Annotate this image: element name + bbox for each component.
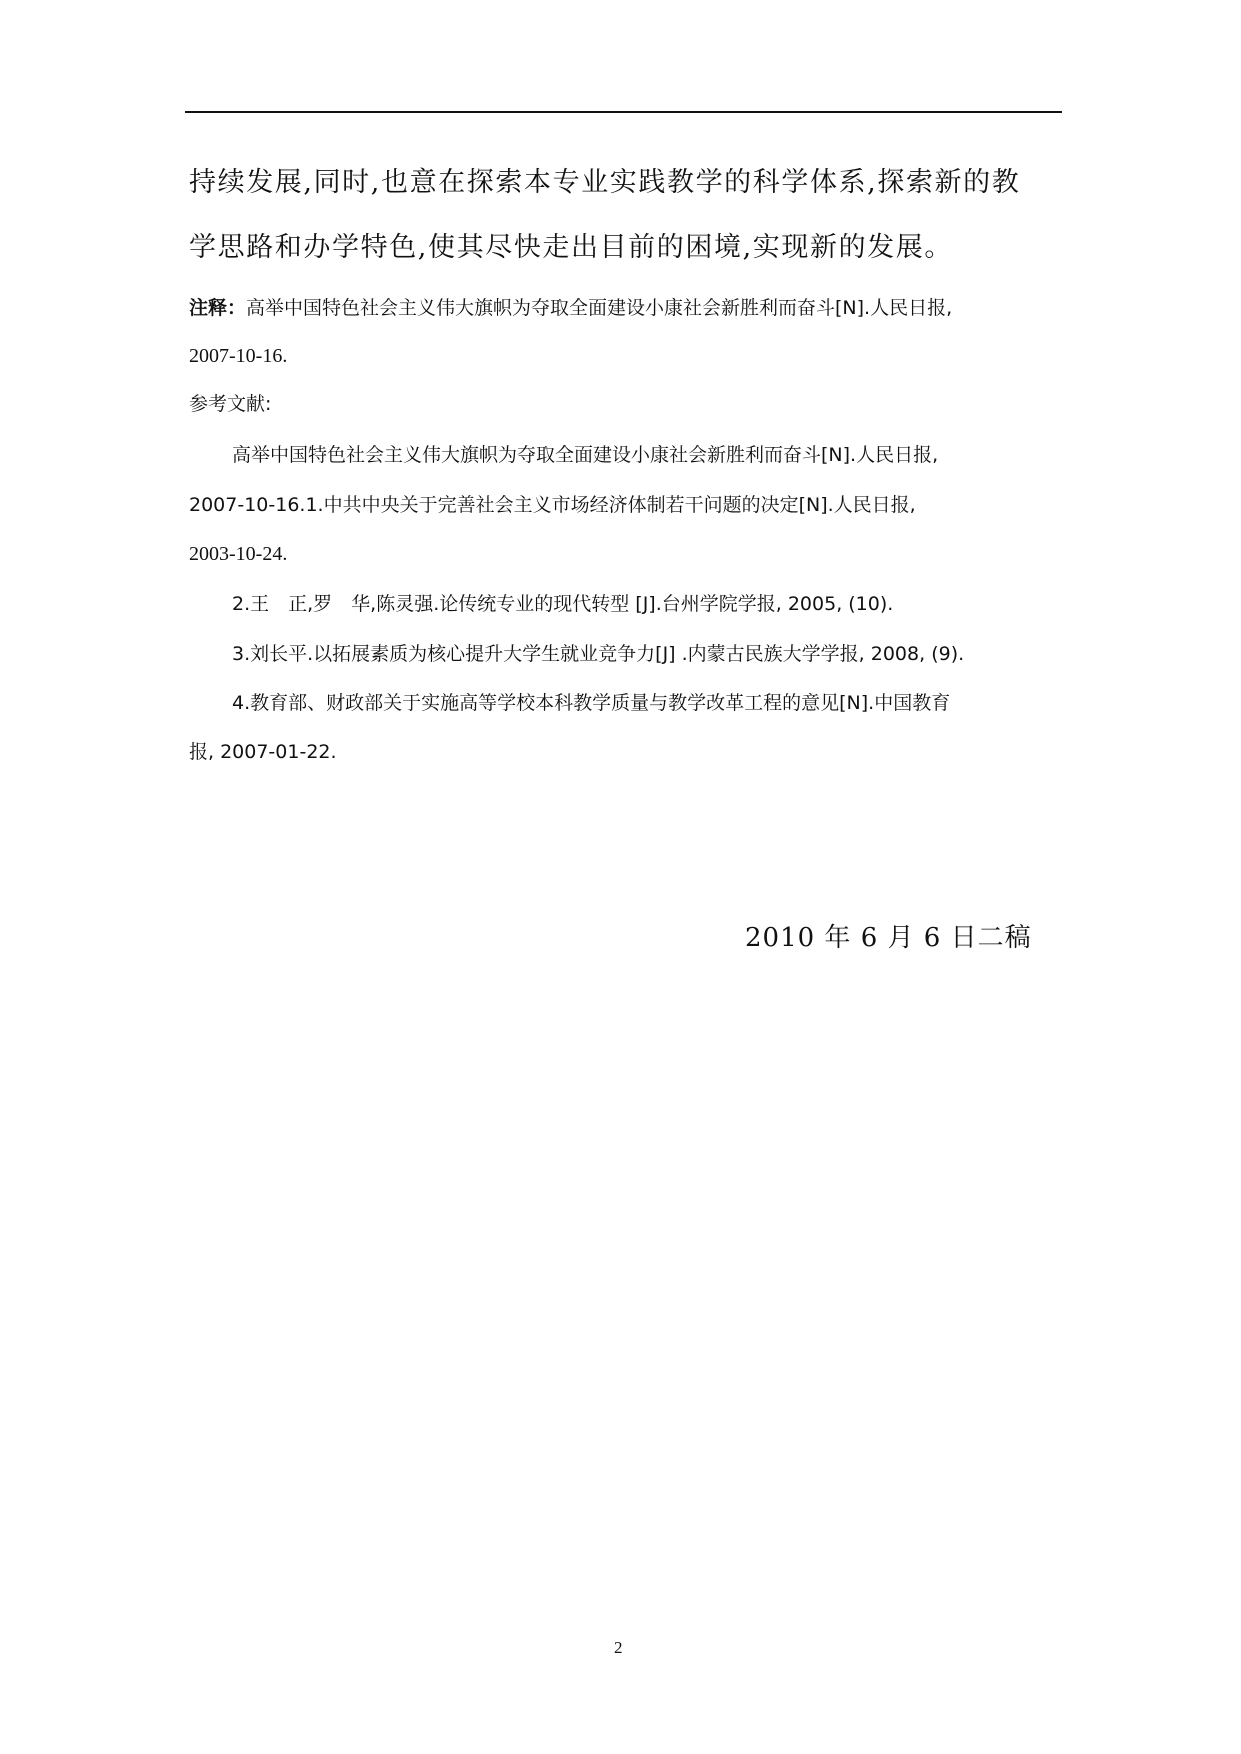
reference-line-4: 2.王 正,罗 华,陈灵强.论传统专业的现代转型 [J].台州学院学报, 2005, (10). bbox=[232, 593, 894, 615]
note-text: 高举中国特色社会主义伟大旗帜为夺取全面建设小康社会新胜利而奋斗[N].人民日报, bbox=[246, 297, 953, 319]
note-date: 2007-10-16. bbox=[189, 345, 288, 367]
body-text-line-2: 学思路和办学特色,使其尽快走出目前的困境,实现新的发展。 bbox=[189, 232, 953, 263]
reference-line-2: 2007-10-16.1.中共中央关于完善社会主义市场经济体制若干问题的决定[N].人民日报, bbox=[189, 494, 916, 516]
reference-line-6: 4.教育部、财政部关于实施高等学校本科教学质量与教学改革工程的意见[N].中国教育 bbox=[232, 692, 951, 714]
reference-line-7: 报, 2007-01-22. bbox=[189, 741, 337, 763]
note-label: 注释： bbox=[189, 297, 247, 319]
reference-line-1: 高举中国特色社会主义伟大旗帜为夺取全面建设小康社会新胜利而奋斗[N].人民日报, bbox=[232, 444, 939, 466]
reference-line-5: 3.刘长平.以拓展素质为核心提升大学生就业竞争力[J] .内蒙古民族大学学报, 2008, (9). bbox=[232, 643, 965, 665]
note-line bbox=[189, 294, 952, 322]
body-text-line-1: 持续发展,同时,也意在探索本专业实践教学的科学体系,探索新的教 bbox=[189, 167, 1021, 198]
reference-line-3: 2003-10-24. bbox=[189, 543, 288, 565]
draft-date: 2010 年 6 月 6 日二稿 bbox=[745, 923, 1032, 953]
references-heading: 参考文献: bbox=[189, 393, 272, 415]
page-number: 2 bbox=[614, 1638, 623, 1657]
header-rule bbox=[185, 111, 1062, 113]
